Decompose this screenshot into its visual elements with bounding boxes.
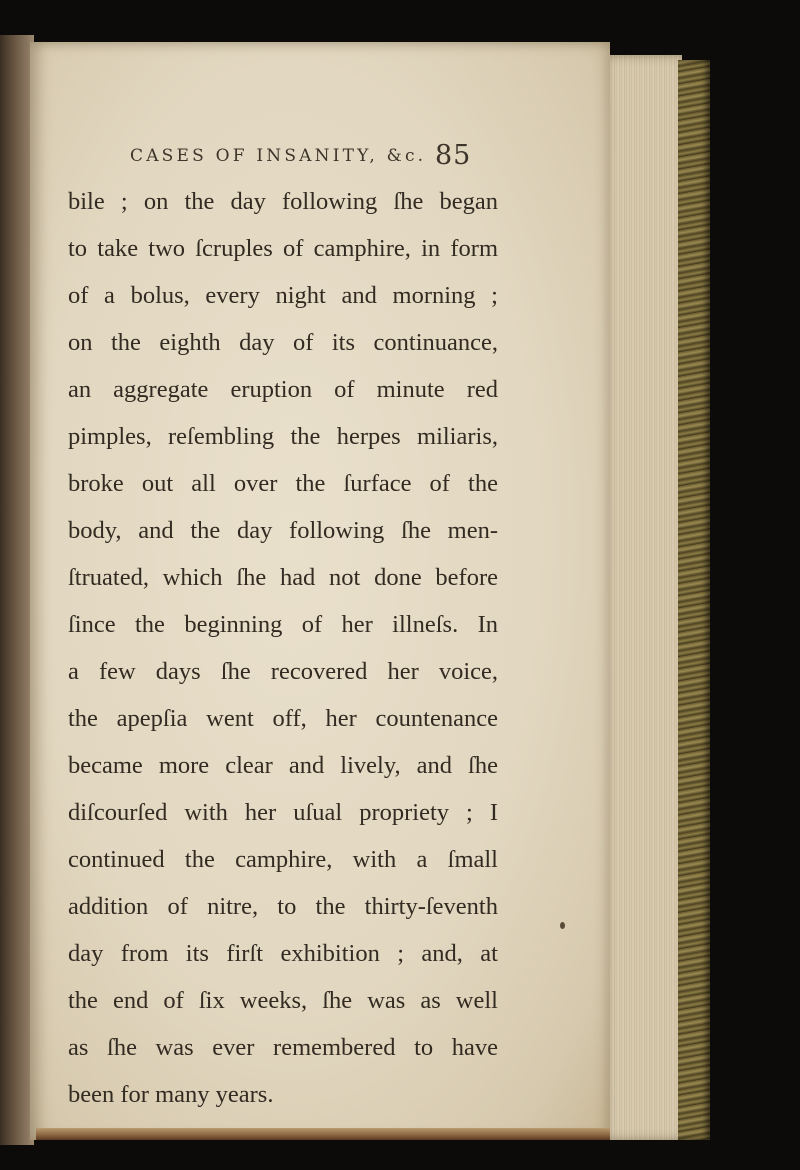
- text-line: ſtruated, which ſhe had not done before: [68, 564, 498, 591]
- text-line: an aggregate eruption of minute red: [68, 376, 498, 403]
- text-line: a few days ſhe recovered her voice,: [68, 658, 498, 685]
- text-line: as ſhe was ever remembered to have: [68, 1034, 498, 1061]
- text-line: pimples, reſembling the herpes miliaris,: [68, 423, 498, 450]
- book-binding-left: [0, 35, 34, 1145]
- text-line: body, and the day following ſhe men-: [68, 517, 498, 544]
- body-text: [68, 178, 498, 1118]
- text-line: to take two ſcruples of camphire, in form: [68, 235, 498, 262]
- text-line: broke out all over the ſurface of the: [68, 470, 498, 497]
- ink-spot: [560, 922, 565, 929]
- page-edges: [600, 55, 682, 1140]
- text-line: became more clear and lively, and ſhe: [68, 752, 498, 779]
- book-cover-right: [678, 60, 710, 1140]
- text-line: the apepſia went off, her countenance: [68, 705, 498, 732]
- text-line: of a bolus, every night and morning ;: [68, 282, 498, 309]
- text-line: been for many years.: [68, 1081, 274, 1108]
- text-line: day from its firſt exhibition ; and, at: [68, 940, 498, 967]
- running-head: CASES OF INSANITY, &c.: [130, 146, 427, 166]
- text-line: the end of ſix weeks, ſhe was as well: [68, 987, 498, 1014]
- text-line: bile ; on the day following ſhe began: [68, 188, 498, 215]
- text-line: ſince the beginning of her illneſs. In: [68, 611, 498, 638]
- page-bottom-edge: [36, 1128, 610, 1140]
- text-line: on the eighth day of its continuance,: [68, 329, 498, 356]
- text-line: addition of nitre, to the thirty-ſeventh: [68, 893, 498, 920]
- page-header: [130, 140, 490, 180]
- text-line: diſcourſed with her uſual propriety ; I: [68, 799, 498, 826]
- text-line: continued the camphire, with a ſmall: [68, 846, 498, 873]
- page-number: 85: [435, 140, 472, 171]
